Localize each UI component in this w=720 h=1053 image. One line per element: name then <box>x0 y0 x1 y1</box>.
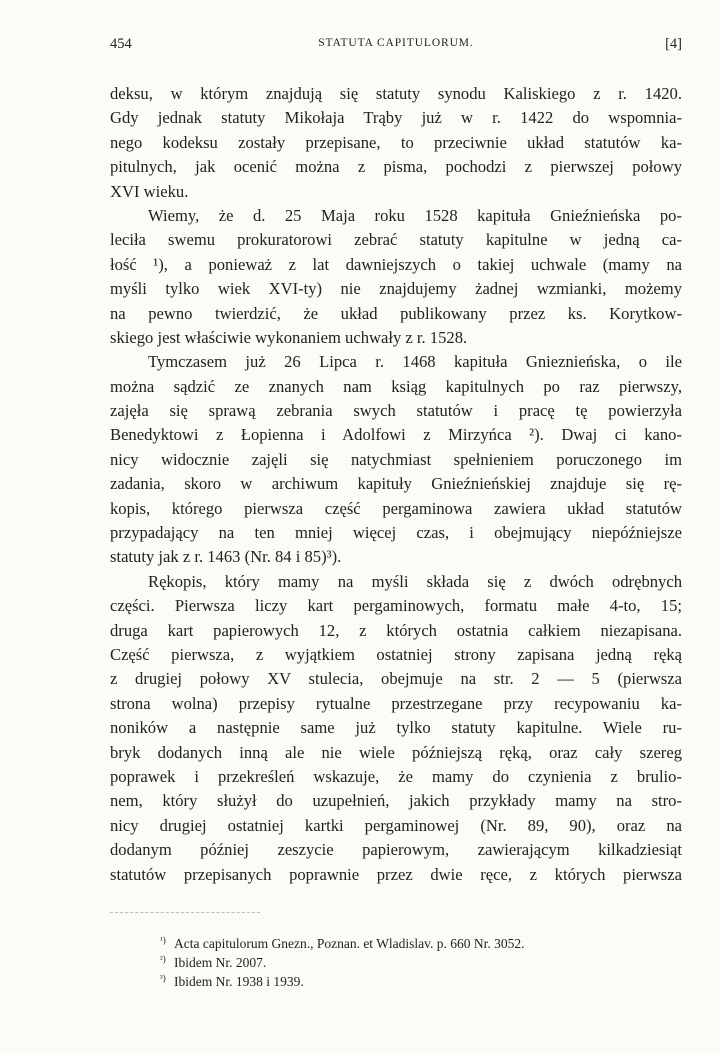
footnote: ²) Ibidem Nr. 2007. <box>160 953 267 970</box>
footnote-rule <box>110 912 260 913</box>
text-line: przypadający na ten mniej więcej czas, i obejmujący niepóźniejsze <box>110 523 682 543</box>
text-line: myśli tylko wiek XVI-ty) nie znajdujemy żadnej wzmianki, możemy <box>110 279 682 299</box>
text-line: można sądzić ze znanych nam ksiąg kapitulnych po raz pierwszy, <box>110 376 682 396</box>
text-line: Benedyktowi z Łopienna i Adolfowi z Mirzyńca ²). Dwaj ci kano- <box>110 425 682 445</box>
text-line: pitulnych, jak ocenić można z pisma, pochodzi z pierwszej połowy <box>110 157 682 177</box>
text-line: strona wolna) przepisy rytualne przestrzegane przy recypowaniu ka- <box>110 693 682 713</box>
running-title: STATUTA CAPITULORUM. <box>318 37 474 49</box>
text-line: skiego jest właściwie wykonaniem uchwały z r. 1528. <box>110 327 468 347</box>
text-line: XVI wieku. <box>110 181 189 201</box>
text-line: statutów przepisanych poprawnie przez dwie ręce, z których pierwsza <box>110 864 682 884</box>
text-line: nicy widocznie zajęli się natychmiast spełnieniem poruczonego im <box>110 449 682 469</box>
text-line: leciła swemu prokuratorowi zebrać statuty kapitulne w jedną ca- <box>110 230 682 250</box>
text-line: poprawek i przekreśleń wskazuje, że mamy do czynienia z brulio- <box>110 766 682 786</box>
main-text <box>110 82 682 887</box>
text-line: druga kart papierowych 12, z których ostatnia całkiem niezapisana. <box>110 620 682 640</box>
section-marker: [4] <box>665 36 682 52</box>
text-line: Tymczasem już 26 Lipca r. 1468 kapituła Gnieznieńska, o ile <box>148 352 682 372</box>
text-line: Część pierwsza, z wyjątkiem ostatniej strony zapisana jedną ręką <box>110 644 682 664</box>
footnotes <box>160 934 680 991</box>
page-number: 454 <box>110 36 132 52</box>
text-line: nem, który służył do uzupełnień, jakich przykłady mamy na stro- <box>110 791 682 811</box>
text-line: na pewno twierdzić, że układ publikowany przez ks. Korytkow- <box>110 303 682 323</box>
text-line: zadania, skoro w archiwum kapituły Gnieźnieńskiej znajduje się rę- <box>110 474 682 494</box>
text-line: zajęła się sprawą zebrania swych statutów i pracę tę powierzyła <box>110 401 682 421</box>
text-line: nego kodeksu zostały przepisane, to przeciwnie układ statutów ka- <box>110 132 682 152</box>
text-line: części. Pierwsza liczy kart pergaminowych, formatu małe 4-to, 15; <box>110 596 682 616</box>
text-line: nicy drugiej ostatniej kartki pergaminowej (Nr. 89, 90), oraz na <box>110 815 682 835</box>
footnote: ³) Ibidem Nr. 1938 i 1939. <box>160 972 304 989</box>
footnote: ¹) Acta capitulorum Gnezn., Poznan. et Wladislav. p. 660 Nr. 3052. <box>160 934 525 951</box>
text-line: deksu, w którym znajdują się statuty synodu Kaliskiego z r. 1420. <box>110 84 682 103</box>
footnote-text: Ibidem Nr. 1938 i 1939. <box>174 974 304 989</box>
text-line: bryk dodanych inną ale nie wiele późniejszą ręką, oraz cały szereg <box>110 742 682 762</box>
page-header <box>110 36 682 60</box>
footnote-text: Ibidem Nr. 2007. <box>174 955 267 970</box>
text-line: z drugiej połowy XV stulecia, obejmuje na str. 2 — 5 (pierwsza <box>110 669 682 689</box>
text-line: statuty jak z r. 1463 (Nr. 84 i 85)³). <box>110 547 342 567</box>
text-line: łość ¹), a ponieważ z lat dawniejszych o takiej uchwale (mamy na <box>110 254 682 274</box>
text-line: noników a następnie same już tylko statuty kapitulne. Wiele ru- <box>110 718 682 738</box>
text-line: dodanym później zeszycie papierowym, zawierającym kilkadziesiąt <box>110 840 682 860</box>
footnote-text: Acta capitulorum Gnezn., Poznan. et Wladislav. p. 660 Nr. 3052. <box>174 936 525 951</box>
text-line: Gdy jednak statuty Mikołaja Trąby już w r. 1422 do wspomnia- <box>110 108 682 128</box>
text-line: Rękopis, który mamy na myśli składa się z dwóch odrębnych <box>148 571 682 591</box>
text-line: Wiemy, że d. 25 Maja roku 1528 kapituła Gnieźnieńska po- <box>148 205 682 225</box>
text-line: kopis, którego pierwsza część pergaminowa zawiera układ statutów <box>110 498 682 518</box>
